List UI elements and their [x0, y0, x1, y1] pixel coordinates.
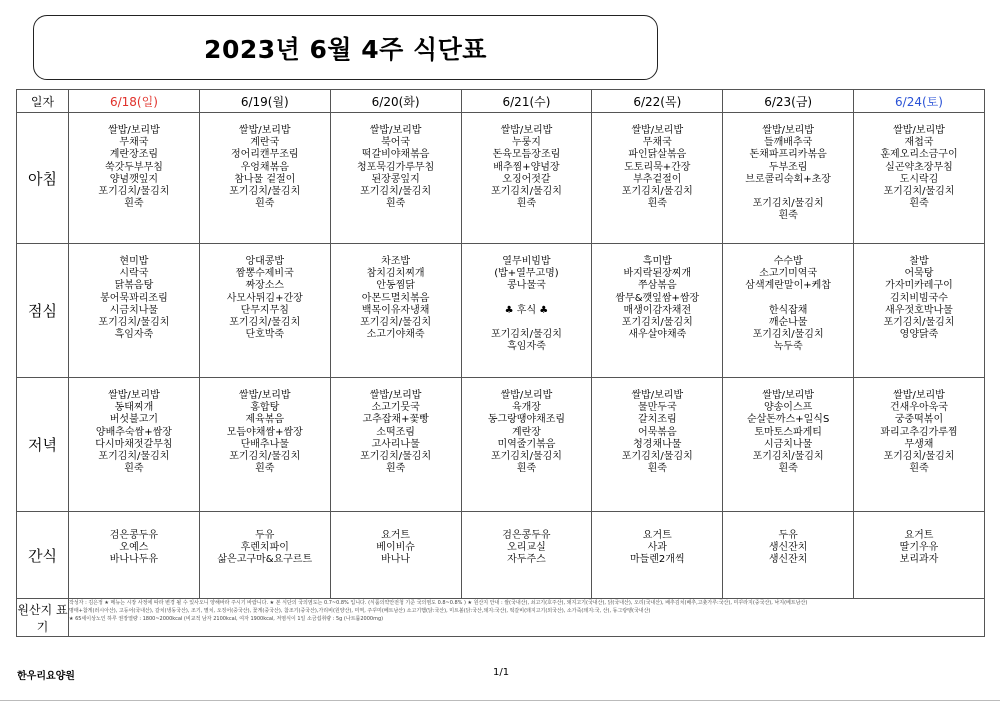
menu-cell	[854, 113, 985, 244]
menu-item: 포기김치/물김치	[229, 317, 301, 329]
menu-item: 쌀밥/보리밥	[631, 390, 684, 401]
menu-item: 사모사튀김+간장	[226, 292, 303, 304]
bottom-divider	[0, 700, 1000, 701]
menu-cell	[69, 244, 200, 378]
origin-line: 명태+참게(러시아산), 고등어(국내산), 갈치(냉동국산), 조기, 멸치, 오징어(중국산), 꽃게(중국산), 참조기(중국산),가리비(원양산), 미역, 주꾸미(베트남산) 소고기햄(닭:국산), 미트볼(닭:국산,돼지:국산), 떡갈비(돼지고기(외국산), 소가죽(돼지:국, 산), 동그랑땡(국내산)	[69, 608, 651, 614]
menu-item: 두부조림	[768, 161, 808, 173]
meal-row	[17, 378, 985, 512]
menu-item: 현미밥	[119, 256, 149, 267]
menu-item: 두유	[255, 530, 275, 541]
date-header: 6/18(일)	[69, 90, 200, 113]
menu-item: 버섯불고기	[109, 414, 159, 426]
menu-item: 배추찜+양념장	[493, 161, 560, 173]
menu-item: 삼색계란말이+케찹	[745, 280, 831, 292]
date-header-row	[17, 90, 985, 113]
menu-item: 홍합탕	[250, 402, 280, 414]
menu-item: 흰죽	[255, 198, 275, 210]
origin-label: 원산지 표기	[17, 599, 69, 637]
menu-item: 시금치나물	[109, 304, 159, 316]
menu-cell	[723, 512, 854, 599]
menu-item: 포기김치/물김치	[621, 317, 693, 329]
date-header: 6/22(목)	[592, 90, 723, 113]
menu-cell	[723, 113, 854, 244]
menu-cell	[330, 378, 461, 512]
menu-item: 포기김치/물김치	[360, 186, 432, 198]
menu-item: 흑임자죽	[114, 329, 154, 341]
menu-item: 마들렌2개씩	[629, 554, 685, 566]
menu-item: 쌀밥/보리밥	[762, 125, 814, 136]
menu-item: 쌀밥/보리밥	[369, 390, 422, 401]
menu-item: 돈채파프리카볶음	[749, 149, 827, 161]
origin-line: 작성자 : 김은정 ★ 메뉴는 시장 사정에 따라 변경 될 수 있사오니 양해바라 주시기 바랍니다. ★ 본 식단의 국의염도는 0.7~0.8% 입니다. (식품의약안전청 기준 국의염도 0.8~0.8% ) ★ 원산지 안내 : 쌀(국내산), 쇠고기(호주산), 돼지고기(국내산), 닭(국내산), 오리(국내산), 배추김치(배추,고춧가루:국산), 미꾸라지(중국산), 낙지(베트남산)	[69, 600, 808, 606]
menu-cell	[592, 113, 723, 244]
date-header: 6/23(금)	[723, 90, 854, 113]
menu-item: 포기김치/물김치	[883, 186, 955, 198]
menu-item: 포기김치/물김치	[752, 451, 824, 463]
menu-item: 훈제오리소금구이	[880, 149, 958, 161]
menu-item: 재첩국	[904, 137, 934, 149]
menu-item: 콩나물국	[507, 280, 546, 292]
menu-item: 짜장소스	[245, 280, 285, 292]
menu-item: 쌀밥/보리밥	[369, 125, 422, 136]
menu-item: 닭볶음탕	[114, 280, 154, 292]
menu-cell	[69, 113, 200, 244]
menu-item: 흰죽	[778, 210, 798, 222]
menu-item: 시락국	[119, 268, 149, 280]
date-header-label: 일자	[17, 90, 69, 113]
origin-notes	[69, 599, 985, 637]
menu-cell	[330, 244, 461, 378]
menu-item: 포기김치/물김치	[490, 186, 562, 198]
menu-item: 무채국	[642, 137, 672, 149]
menu-item: 매생이감자채전	[623, 304, 692, 316]
menu-item: 쌀밥/보리밥	[108, 125, 160, 136]
menu-cell	[199, 378, 330, 512]
menu-item: 포기김치/물김치	[490, 329, 562, 341]
menu-item: 파인닭살볶음	[628, 149, 687, 161]
origin-row	[17, 599, 985, 637]
menu-item: 포기김치/물김치	[360, 317, 432, 329]
meal-label: 간식	[17, 512, 69, 599]
meal-label: 저녁	[17, 378, 69, 512]
menu-item: 새우살야채죽	[628, 329, 687, 341]
menu-item: 흰죽	[255, 463, 275, 475]
menu-item: 흰죽	[516, 463, 537, 475]
menu-item: 고사리나물	[371, 438, 420, 450]
menu-item: 소고기야채죽	[366, 329, 425, 341]
menu-item: 흰죽	[124, 463, 144, 475]
menu-item: 브로콜리숙회+초장	[745, 173, 831, 185]
menu-item: 궁중떡볶이	[894, 414, 944, 426]
menu-item: 영양닭죽	[899, 329, 939, 341]
menu-item: 무채국	[119, 137, 149, 149]
menu-item: 계란장조림	[109, 149, 159, 161]
menu-item: 쌀밥/보리밥	[108, 390, 160, 401]
menu-item: 미역줄기볶음	[497, 438, 556, 450]
menu-item: 양념깻잎지	[109, 173, 159, 185]
menu-item: 딸기우유	[899, 542, 939, 554]
menu-item: 가자미카레구이	[885, 280, 953, 292]
menu-item: 계란국	[250, 137, 280, 149]
menu-item: 포기김치/물김치	[360, 451, 432, 463]
menu-item: 동태찌개	[114, 402, 154, 414]
menu-item: 다시마채젓갈무침	[95, 438, 173, 450]
menu-item: 부추겉절이	[633, 173, 682, 185]
meal-row	[17, 512, 985, 599]
menu-item: 도시락김	[899, 173, 939, 185]
menu-item: 동그랑땡야채조림	[487, 414, 566, 426]
menu-item: 쌀밥/보리밥	[238, 390, 291, 401]
menu-item: 포기김치/물김치	[883, 317, 955, 329]
menu-item: 백목이유자냉채	[361, 304, 430, 316]
menu-item: 오리교실	[507, 542, 546, 554]
menu-item: 포기김치/물김치	[229, 186, 301, 198]
menu-cell	[461, 512, 592, 599]
menu-item: 쌀밥/보리밥	[500, 390, 553, 401]
menu-cell	[69, 512, 200, 599]
menu-item: 북어국	[381, 137, 411, 149]
date-header: 6/19(월)	[199, 90, 330, 113]
menu-item: 돈육모듬장조림	[492, 149, 561, 161]
menu-cell	[199, 113, 330, 244]
menu-item: 고추잡채+꽃빵	[362, 414, 429, 426]
menu-item: 흑임자죽	[507, 341, 546, 353]
menu-item: 순살돈까스+일식S	[746, 414, 830, 426]
menu-item: 어묵탕	[904, 268, 934, 280]
menu-item: 토마토스파게티	[754, 426, 822, 438]
menu-cell	[854, 512, 985, 599]
page-number: 1/1	[493, 667, 510, 678]
menu-item: 갈치조림	[637, 414, 677, 426]
menu-cell	[69, 378, 200, 512]
menu-item: 쌀밥/보리밥	[893, 390, 945, 401]
menu-item: 열무비빔밥	[502, 256, 551, 267]
menu-item: 바지락된장찌개	[623, 268, 692, 280]
menu-item: 흰죽	[647, 463, 667, 475]
menu-item: 시금치나물	[763, 438, 813, 450]
menu-item	[462, 317, 592, 329]
menu-item: 제육볶음	[245, 414, 285, 426]
menu-item: 참나물 겉절이	[234, 173, 296, 185]
menu-item: 앙대콩밥	[245, 256, 285, 267]
menu-item: 검은콩두유	[502, 530, 551, 541]
menu-item: 모듬야채쌈+쌈장	[226, 426, 303, 438]
menu-item: 된장콩잎지	[371, 173, 420, 185]
menu-item: 오징어젓갈	[502, 173, 551, 185]
menu-item: 흰죽	[909, 198, 929, 210]
date-header: 6/21(수)	[461, 90, 592, 113]
menu-item: 생신잔치	[768, 554, 808, 566]
menu-item: 쌀밥/보리밥	[631, 125, 684, 136]
menu-item: 쑥갓두부무침	[104, 161, 163, 173]
menu-item: 포기김치/물김치	[752, 329, 824, 341]
menu-item: 단배추나물	[240, 438, 289, 450]
menu-cell	[854, 244, 985, 378]
menu-item: 김치비빔국수	[890, 292, 948, 304]
menu-item: 단무지무침	[240, 304, 289, 316]
menu-item: 아몬드멸치볶음	[361, 292, 430, 304]
menu-cell	[723, 244, 854, 378]
menu-item: 흰죽	[516, 198, 537, 210]
menu-item: 흰죽	[385, 463, 406, 475]
menu-item: 두유	[778, 530, 798, 541]
menu-cell	[330, 113, 461, 244]
menu-item: 양송이스프	[763, 402, 813, 414]
menu-item: 수수밥	[773, 256, 803, 267]
menu-item: 생신잔치	[768, 542, 808, 554]
menu-item: 흰죽	[647, 198, 667, 210]
menu-item: 바나나두유	[109, 554, 159, 566]
menu-item: 무생채	[904, 438, 934, 450]
menu-item: 들깨배추국	[763, 137, 813, 149]
menu-item: 차조밥	[381, 256, 411, 267]
menu-item	[723, 293, 853, 305]
menu-item: 소떡조림	[376, 426, 415, 438]
menu-item: 바나나	[381, 554, 411, 566]
menu-item: 포기김치/물김치	[621, 451, 693, 463]
menu-item: 소고기뭇국	[371, 402, 420, 414]
menu-item: 요거트	[642, 530, 672, 541]
menu-item: 포기김치/물김치	[621, 186, 693, 198]
menu-item: 포기김치/물김치	[883, 451, 955, 463]
date-header: 6/24(토)	[854, 90, 985, 113]
menu-cell	[461, 244, 592, 378]
menu-item: 쌀밥/보리밥	[893, 125, 945, 136]
menu-item: 한식잡채	[768, 304, 808, 316]
menu-item: 참치김치찌개	[366, 268, 425, 280]
menu-item: 자두주스	[507, 554, 546, 566]
menu-item: 후렌치파이	[240, 542, 289, 554]
menu-item: 쌀밥/보리밥	[500, 125, 553, 136]
menu-cell	[199, 512, 330, 599]
menu-item: 녹두죽	[773, 341, 803, 353]
menu-item: 포기김치/물김치	[98, 317, 170, 329]
menu-item: 사과	[647, 542, 667, 554]
menu-item: 포기김치/물김치	[98, 451, 170, 463]
menu-item: 요거트	[904, 530, 934, 541]
menu-item	[462, 293, 592, 305]
date-header: 6/20(화)	[330, 90, 461, 113]
menu-item: 삶은고구마&요구르트	[217, 554, 313, 566]
menu-item: 육개장	[511, 402, 541, 414]
menu-item: 실곤약초장무침	[885, 161, 953, 173]
menu-item: ♣ 후식 ♣	[504, 304, 549, 316]
menu-cell	[592, 244, 723, 378]
menu-item: 떡갈비야채볶음	[361, 149, 430, 161]
menu-item: 청경채나물	[633, 438, 682, 450]
title-box	[33, 15, 658, 80]
menu-item: 쌈무&깻잎쌈+쌈장	[615, 292, 700, 304]
menu-item: 흰죽	[385, 198, 406, 210]
menu-item: 흰죽	[124, 198, 144, 210]
menu-item: 건새우아욱국	[890, 402, 948, 414]
menu-item: 안동찜닭	[376, 280, 415, 292]
menu-item: 단호박죽	[245, 329, 285, 341]
menu-item: 꽈리고추김가루찜	[880, 426, 958, 438]
menu-item: 청포묵김가루무침	[356, 161, 435, 173]
meal-row	[17, 244, 985, 378]
menu-item: 요거트	[381, 530, 411, 541]
menu-item: 짬뽕수제비국	[235, 268, 294, 280]
menu-item: 어묵볶음	[637, 426, 677, 438]
menu-item: 흑미밥	[642, 256, 672, 267]
meal-label: 점심	[17, 244, 69, 378]
menu-item: 베이비슈	[376, 542, 415, 554]
menu-cell	[461, 113, 592, 244]
menu-item: 흰죽	[909, 463, 929, 475]
organization-name: 한우리요양원	[17, 671, 75, 682]
menu-item: 보리과자	[899, 554, 939, 566]
meal-row	[17, 113, 985, 244]
menu-item: 포기김치/물김치	[490, 451, 562, 463]
menu-item: 양배추숙쌈+쌈장	[95, 426, 172, 438]
menu-item: 우엉채볶음	[240, 161, 289, 173]
menu-cell	[592, 512, 723, 599]
menu-item	[723, 186, 853, 198]
menu-item: 검은콩두유	[109, 530, 159, 541]
menu-item: 쭈삼볶음	[637, 280, 677, 292]
menu-item: 물만두국	[637, 402, 677, 414]
menu-item: 소고기미역국	[759, 268, 818, 280]
menu-item: (밥+열무고명)	[494, 268, 559, 280]
menu-item: 포기김치/물김치	[229, 451, 301, 463]
meal-table	[16, 89, 985, 637]
origin-line: ★ 65세이상노인 하루 권장열량 : 1800~2000kcal (비교적 남자 2100kcal, 여자 1900kcal, 저염식이 1일 소금섭취량 : 5g (나트륨2000mg)	[69, 616, 384, 622]
menu-cell	[461, 378, 592, 512]
menu-item: 쌀밥/보리밥	[762, 390, 814, 401]
menu-item: 누룽지	[511, 137, 541, 149]
menu-cell	[592, 378, 723, 512]
menu-cell	[854, 378, 985, 512]
menu-item: 정어리캔무조림	[230, 149, 299, 161]
menu-item: 도토리묵+간장	[624, 161, 691, 173]
menu-item: 찰밥	[909, 256, 929, 267]
menu-item: 흰죽	[778, 463, 798, 475]
menu-item: 새우젓호박나물	[885, 304, 953, 316]
menu-item: 깨순나물	[768, 317, 808, 329]
menu-cell	[199, 244, 330, 378]
menu-item: 포기김치/물김치	[98, 186, 170, 198]
menu-item: 계란장	[511, 426, 541, 438]
menu-item: 쌀밥/보리밥	[238, 125, 291, 136]
menu-item: 봉어묵꽈리조림	[100, 292, 168, 304]
menu-item: 오예스	[119, 542, 149, 554]
page-title: 2023년 6월 4주 식단표	[204, 34, 487, 64]
menu-cell	[330, 512, 461, 599]
menu-cell	[723, 378, 854, 512]
menu-item: 포기김치/물김치	[752, 198, 824, 210]
meal-label: 아침	[17, 113, 69, 244]
